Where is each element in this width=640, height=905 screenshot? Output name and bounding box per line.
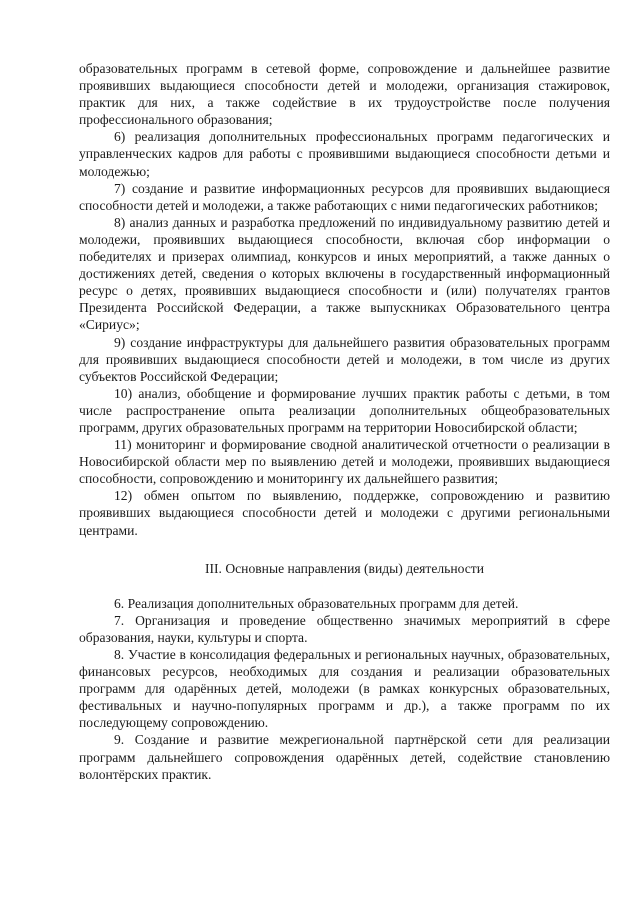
list-item-6: 6) реализация дополнительных профессиональных программ педагогических и управленческих кадров для работы с проявившими выдающиеся способности детьми и молодежью; bbox=[79, 129, 610, 179]
list-item-10: 10) анализ, обобщение и формирование лучших практик работы с детьми, в том числе распространение опыта реализации дополнительных общеобразовательных программ, других образовательных программ на территории Новосибирской области; bbox=[79, 385, 610, 435]
list-item-9: 9) создание инфраструктуры для дальнейшего развития образовательных программ для проявивших выдающиеся способности детей и молодежи, в том числе из других субъектов Российской Федерации; bbox=[79, 334, 610, 384]
list-item-11: 11) мониторинг и формирование сводной аналитической отчетности о реализации в Новосибирской области мер по выявлению детей и молодежи, проявивших выдающиеся способности, сопровождению и мониторингу их дальнейшего развития; bbox=[79, 437, 610, 487]
list-item-7: 7) создание и развитие информационных ресурсов для проявивших выдающиеся способности детей и молодежи, а также работающих с ними педагогических работников; bbox=[79, 180, 610, 213]
activity-item-8: 8. Участие в консолидация федеральных и региональных научных, образовательных, финансовых ресурсов, необходимых для создания и реализации образовательных программ для одарённых детей, молодежи (в рамках конкурсных образовательных, фестивальных и научно-популярных программ и др.), а также программ по их последующему сопровождению. bbox=[79, 647, 610, 731]
paragraph-continuation: образовательных программ в сетевой форме, сопровождение и дальнейшее развитие проявивших выдающиеся способности детей и молодежи, организация стажировок, практик для них, а также содействие в их трудоустройстве после получения профессионального образования; bbox=[79, 61, 610, 128]
list-item-12: 12) обмен опытом по выявлению, поддержке, сопровождению и развитию проявивших выдающиеся способности детей и молодежи с другими региональными центрами. bbox=[79, 488, 610, 538]
activity-item-7: 7. Организация и проведение общественно значимых мероприятий в сфере образования, науки, культуры и спорта. bbox=[79, 612, 610, 645]
document-page bbox=[79, 60, 610, 783]
activity-item-6: 6. Реализация дополнительных образовательных программ для детей. bbox=[114, 595, 519, 611]
list-item-8: 8) анализ данных и разработка предложений по индивидуальному развитию детей и молодежи, проявивших выдающиеся способности, включая сбор информации о победителях и призерах олимпиад, конкурсов и иных мероприятий, а также данных о достижениях детей, сведения о которых включены в государственный информационный ресурс о детях, проявивших выдающиеся способности и (или) получателях грантов Президента Российской Федерации, а также выпускниках Образовательного центра «Сириус»; bbox=[79, 214, 610, 333]
section-heading: III. Основные направления (виды) деятельности bbox=[204, 560, 485, 576]
activity-item-9: 9. Создание и развитие межрегиональной партнёрской сети для реализации программ дальнейшего сопровождения одарённых детей, содействие становлению волонтёрских практик. bbox=[79, 732, 610, 782]
